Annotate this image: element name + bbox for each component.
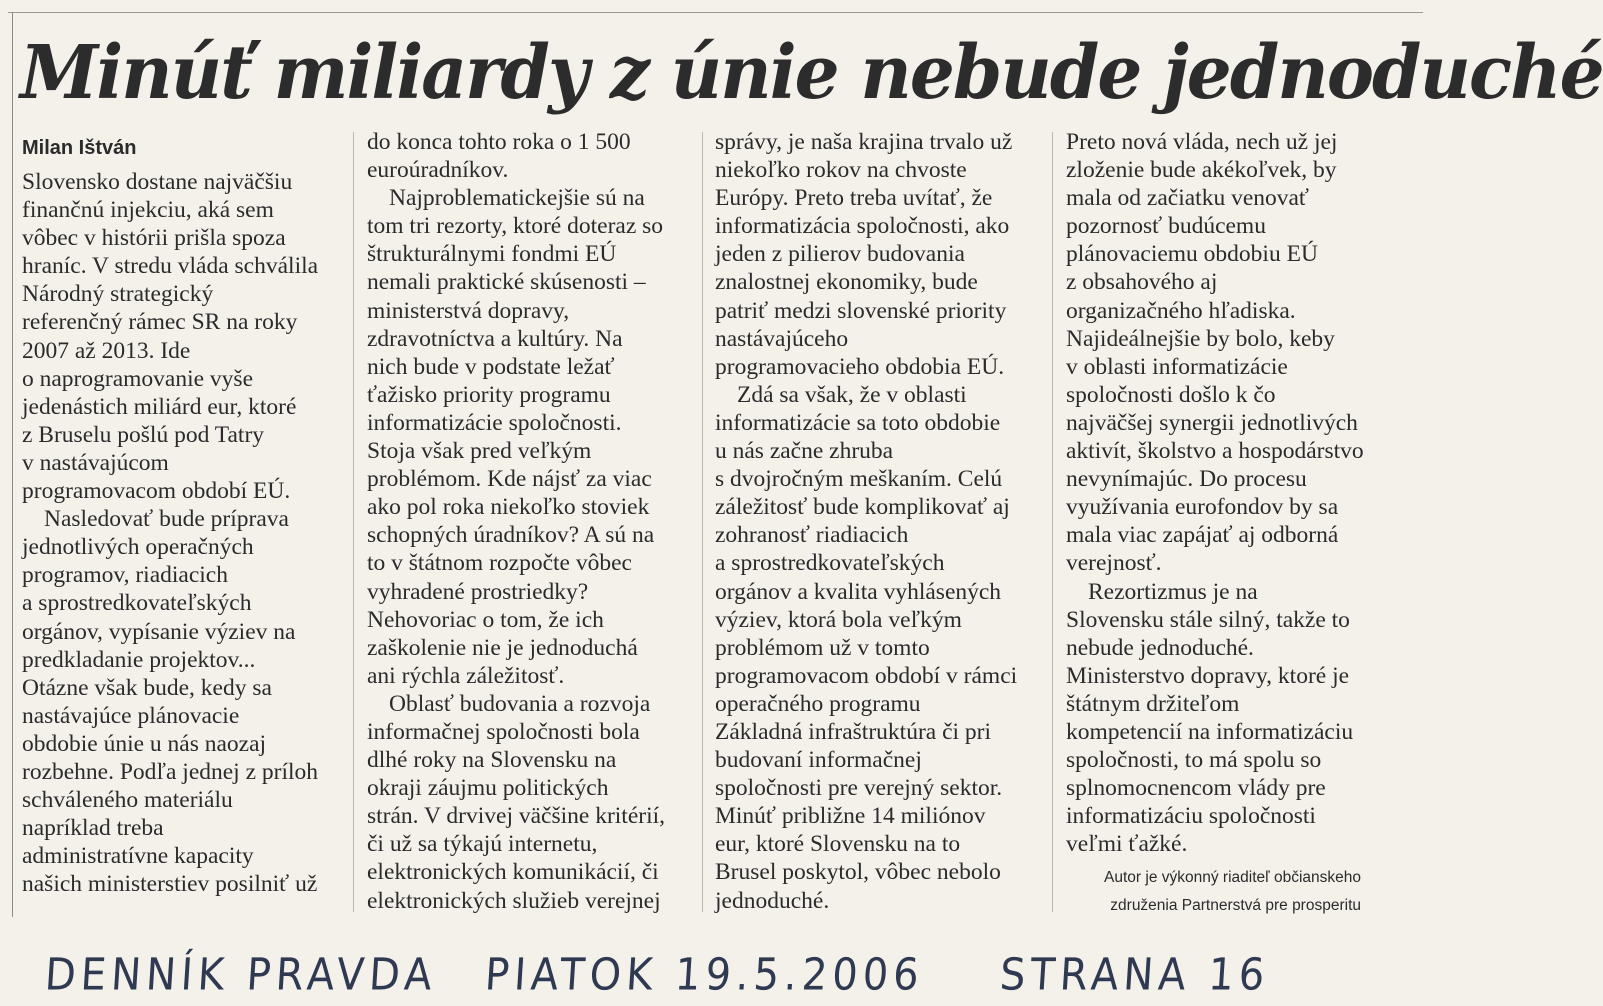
text-line: aktivít, školstvo a hospodárstvo <box>1066 438 1364 465</box>
text-line: či už sa týkajú internetu, <box>367 831 598 858</box>
text-line: schopných úradníkov? A sú na <box>367 522 655 549</box>
text-line: nevynímajúc. Do procesu <box>1066 466 1307 493</box>
text-line: 2007 až 2013. Ide <box>22 337 191 364</box>
text-line: zohranosť riadiacich <box>715 522 909 549</box>
text-line: správy, je naša krajina trvalo už <box>715 129 1013 155</box>
text-line: schváleného materiálu <box>22 787 233 814</box>
text-line: vôbec v histórii prišla spoza <box>22 225 286 252</box>
text-line: nemali praktické skúsenosti – <box>367 269 646 296</box>
text-line: jedenástich miliárd eur, ktoré <box>22 393 297 420</box>
text-line: informatizáciu spoločnosti <box>1066 803 1316 830</box>
text-line: v nastávajúcom <box>22 449 169 476</box>
text-line: eur, ktoré Slovensku na to <box>715 831 961 858</box>
column-1-body <box>22 168 352 898</box>
text-line: organizačného hľadiska. <box>1066 297 1296 324</box>
handwritten-page: STRANA 16 <box>998 949 1271 1001</box>
text-line: informačnej spoločnosti bola <box>367 718 640 745</box>
text-line: Ministerstvo dopravy, ktoré je <box>1066 662 1350 689</box>
text-line: o naprogramovanie vyše <box>22 365 254 392</box>
text-line: euroúradníkov. <box>367 157 509 184</box>
article-headline: Minúť miliardy z únie nebude jednoduché <box>20 30 1603 116</box>
text-line: strán. V drvivej väčšine kritérií, <box>367 803 666 830</box>
column-3-body <box>715 128 1050 915</box>
text-line: finančnú injekciu, aká sem <box>22 197 274 224</box>
article-column-4 <box>1066 128 1406 920</box>
text-line: Európy. Preto treba uvítať, že <box>715 185 993 212</box>
text-line: ťažisko priority programu <box>367 381 611 408</box>
text-line: Rezortizmus je na <box>1088 578 1258 605</box>
text-line: Oblasť budovania a rozvoja <box>389 690 651 717</box>
text-line: spoločnosti, to má spolu so <box>1066 747 1322 774</box>
text-line: zdravotníctva a kultúry. Na <box>367 325 623 352</box>
text-line: mala od začiatku venovať <box>1066 185 1309 212</box>
text-line: kompetencií na informatizáciu <box>1066 718 1354 745</box>
text-line: ministerstvá dopravy, <box>367 297 570 324</box>
text-line: programovacieho obdobia EÚ. <box>715 353 1005 380</box>
author-note-line: združenia Partnerstvá pre prosperitu <box>1110 897 1361 915</box>
column-2-body <box>367 128 700 915</box>
handwritten-date: PIATOK 19.5.2006 <box>483 949 926 1001</box>
text-line: s dvojročným meškaním. Celú <box>715 466 1003 493</box>
left-border-rule <box>12 12 13 917</box>
text-line: rozbehne. Podľa jednej z príloh <box>22 758 319 785</box>
text-line: Stoja však pred veľkým <box>367 438 592 465</box>
text-line: informatizácia spoločnosti, ako <box>715 213 1010 240</box>
column-divider <box>702 132 703 912</box>
text-line: programov, riadiacich <box>22 562 228 589</box>
text-line: využívania eurofondov by sa <box>1066 494 1339 521</box>
text-line: programovacom období EÚ. <box>22 478 291 505</box>
text-line: obdobie únie u nás naozaj <box>22 730 267 757</box>
text-line: elektronických komunikácií, či <box>367 859 659 886</box>
text-line: mala viac zapájať aj odborná <box>1066 522 1339 549</box>
text-line: našich ministerstiev posilniť už <box>22 871 318 898</box>
text-line: najväčšej synergii jednotlivých <box>1066 409 1358 436</box>
text-line: nebude jednoduché. <box>1066 634 1254 661</box>
article-column-1 <box>22 128 352 898</box>
text-line: Slovensku stále silný, takže to <box>1066 606 1350 633</box>
text-line: Minúť približne 14 miliónov <box>715 803 986 830</box>
text-line: Základná infraštruktúra či pri <box>715 718 992 745</box>
text-line: orgánov, vypísanie výziev na <box>22 618 296 645</box>
article-column-3 <box>715 128 1050 915</box>
text-line: Preto nová vláda, nech už jej <box>1066 129 1338 155</box>
text-line: nastávajúce plánovacie <box>22 702 240 729</box>
text-line: Slovensko dostane najväčšiu <box>22 169 293 195</box>
column-divider <box>353 132 354 912</box>
text-line: znalostnej ekonomiky, bude <box>715 269 978 296</box>
text-line: do konca tohto roka o 1 500 <box>367 129 631 155</box>
text-line: orgánov a kvalita vyhlásených <box>715 578 1002 605</box>
text-line: informatizácie spoločnosti. <box>367 409 622 436</box>
text-line: u nás začne zhruba <box>715 438 894 465</box>
text-line: Zdá sa však, že v oblasti <box>737 381 967 408</box>
text-line: a sprostredkovateľských <box>715 550 945 577</box>
text-line: výziev, ktorá bola veľkým <box>715 606 962 633</box>
text-line: okraji záujmu politických <box>367 775 609 802</box>
text-line: Nehovoriac o tom, že ich <box>367 606 604 633</box>
text-line: problémom. Kde nájsť za viac <box>367 466 652 493</box>
text-line: programovacom období v rámci <box>715 662 1018 689</box>
text-line: vyhradené prostriedky? <box>367 578 589 605</box>
text-line: napríklad treba <box>22 815 164 842</box>
text-line: to v štátnom rozpočte vôbec <box>367 550 632 577</box>
text-line: z Bruselu pošlú pod Tatry <box>22 421 265 448</box>
author-note-line: Autor je výkonný riaditeľ občianskeho <box>1104 869 1361 887</box>
text-line: hraníc. V stredu vláda schválila <box>22 253 319 280</box>
text-line: administratívne kapacity <box>22 843 254 870</box>
text-line: splnomocnencom vlády pre <box>1066 775 1326 802</box>
text-line: referenčný rámec SR na roky <box>22 309 298 336</box>
text-line: štátnym držiteľom <box>1066 690 1240 717</box>
text-line: problémom už v tomto <box>715 634 930 661</box>
text-line: a sprostredkovateľských <box>22 590 252 617</box>
text-line: veľmi ťažké. <box>1066 831 1188 858</box>
text-line: spoločnosti došlo k čo <box>1066 381 1276 408</box>
text-line: jednotlivých operačných <box>22 534 254 561</box>
text-line: ani rýchla záležitosť. <box>367 662 565 689</box>
handwritten-publication: DENNÍK PRAVDA <box>43 949 439 1001</box>
text-line: Najideálnejšie by bolo, keby <box>1066 325 1335 352</box>
text-line: plánovaciemu obdobiu EÚ <box>1066 241 1318 268</box>
text-line: v oblasti informatizácie <box>1066 353 1288 380</box>
article-column-2 <box>367 128 700 915</box>
text-line: niekoľko rokov na chvoste <box>715 157 967 184</box>
text-line: verejnosť. <box>1066 550 1162 577</box>
text-line: informatizácie sa toto obdobie <box>715 409 1001 436</box>
text-line: Nasledovať bude príprava <box>44 506 289 533</box>
text-line: zaškolenie nie je jednoduchá <box>367 634 638 661</box>
text-line: Brusel poskytol, vôbec nebolo <box>715 859 1001 886</box>
text-line: zloženie bude akékoľvek, by <box>1066 157 1337 184</box>
text-line: dlhé roky na Slovensku na <box>367 747 617 774</box>
text-line: operačného programu <box>715 690 921 717</box>
text-line: nich bude v podstate ležať <box>367 353 615 380</box>
text-line: patriť medzi slovenské priority <box>715 297 1007 324</box>
text-line: záležitosť bude komplikovať aj <box>715 494 1010 521</box>
text-line: štrukturálnymi fondmi EÚ <box>367 241 617 268</box>
text-line: elektronických služieb verejnej <box>367 887 661 914</box>
text-line: jednoduché. <box>715 887 830 914</box>
text-line: Otázne však bude, kedy sa <box>22 674 272 701</box>
text-line: budovaní informačnej <box>715 747 922 774</box>
column-4-body <box>1066 128 1406 858</box>
text-line: z obsahového aj <box>1066 269 1218 296</box>
text-line: spoločnosti pre verejný sektor. <box>715 775 1003 802</box>
text-line: Národný strategický <box>22 281 214 308</box>
text-line: ako pol roka niekoľko stoviek <box>367 494 650 521</box>
top-rule <box>8 0 1423 13</box>
column-divider <box>1052 132 1053 912</box>
text-line: pozornosť budúcemu <box>1066 213 1266 240</box>
text-line: Najproblematickejšie sú na <box>389 185 645 212</box>
text-line: tom tri rezorty, ktoré doteraz so <box>367 213 664 240</box>
text-line: jeden z pilierov budovania <box>715 241 965 268</box>
text-line: predkladanie projektov... <box>22 646 256 673</box>
text-line: nastávajúceho <box>715 325 849 352</box>
byline: Milan Ištván <box>22 137 137 159</box>
